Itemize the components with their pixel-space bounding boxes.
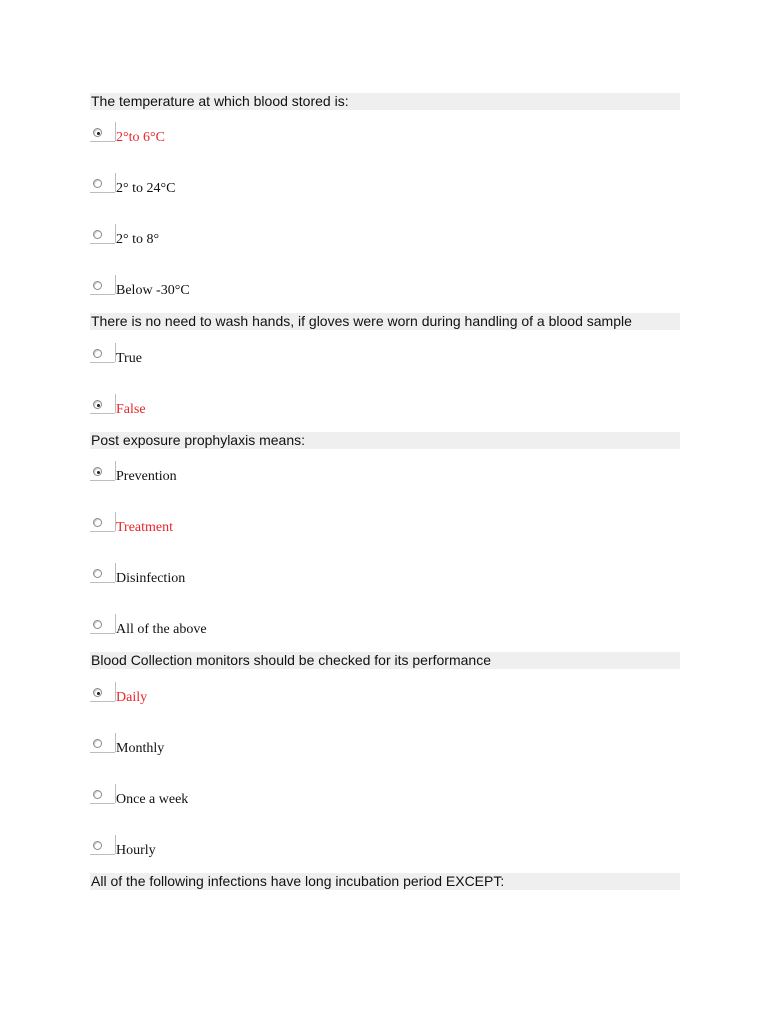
option-label: 2° to 8°: [116, 232, 160, 247]
question-text: All of the following infections have long incubation period EXCEPT:: [91, 873, 505, 889]
option-q2-a[interactable]: [90, 349, 490, 379]
radio-button[interactable]: [93, 569, 102, 578]
option-label: All of the above: [116, 622, 207, 637]
option-label: False: [116, 402, 146, 417]
divider: [90, 362, 115, 363]
question-4: [90, 652, 680, 669]
divider: [90, 854, 115, 855]
question-3: [90, 432, 680, 449]
option-label: Disinfection: [116, 571, 186, 586]
option-label: True: [116, 351, 142, 366]
option-label: 2°to 6°C: [116, 130, 165, 145]
option-q4-d[interactable]: [90, 841, 490, 871]
divider: [90, 141, 115, 142]
divider: [90, 582, 115, 583]
option-label: Below -30°C: [116, 283, 190, 298]
divider: [90, 803, 115, 804]
option-q3-a[interactable]: [90, 467, 490, 497]
radio-button[interactable]: [93, 179, 102, 188]
radio-selected-dot-icon: [97, 132, 100, 135]
question-2: [90, 313, 680, 330]
question-text: There is no need to wash hands, if gloves were worn during handling of a blood sample: [91, 313, 632, 329]
radio-button[interactable]: [93, 841, 102, 850]
radio-selected-dot-icon: [97, 692, 100, 695]
divider: [90, 192, 115, 193]
question-5: [90, 873, 680, 890]
option-label: Once a week: [116, 792, 189, 807]
radio-button[interactable]: [93, 467, 102, 476]
option-label: Daily: [116, 690, 148, 705]
question-1: [90, 93, 680, 110]
divider: [90, 480, 115, 481]
radio-button[interactable]: [93, 620, 102, 629]
radio-button[interactable]: [93, 739, 102, 748]
question-text: Blood Collection monitors should be checked for its performance: [91, 652, 491, 668]
option-label: Monthly: [116, 741, 165, 756]
radio-button[interactable]: [93, 281, 102, 290]
option-q3-b[interactable]: [90, 518, 490, 548]
divider: [90, 413, 115, 414]
option-q1-c[interactable]: [90, 230, 490, 260]
option-q4-c[interactable]: [90, 790, 490, 820]
divider: [90, 752, 115, 753]
radio-button[interactable]: [93, 790, 102, 799]
option-q2-b[interactable]: [90, 400, 490, 430]
option-q1-d[interactable]: [90, 281, 490, 311]
divider: [90, 531, 115, 532]
option-label: Treatment: [116, 520, 174, 535]
question-text: Post exposure prophylaxis means:: [91, 432, 305, 448]
question-text: The temperature at which blood stored is:: [91, 93, 349, 109]
radio-button[interactable]: [93, 518, 102, 527]
radio-button[interactable]: [93, 688, 102, 697]
divider: [90, 701, 115, 702]
option-q1-a[interactable]: [90, 128, 490, 158]
option-label: Hourly: [116, 843, 156, 858]
option-q4-a[interactable]: [90, 688, 490, 718]
divider: [90, 243, 115, 244]
option-q4-b[interactable]: [90, 739, 490, 769]
divider: [90, 633, 115, 634]
radio-button[interactable]: [93, 230, 102, 239]
option-q3-c[interactable]: [90, 569, 490, 599]
option-q1-b[interactable]: [90, 179, 490, 209]
option-label: Prevention: [116, 469, 177, 484]
radio-button[interactable]: [93, 400, 102, 409]
radio-selected-dot-icon: [97, 471, 100, 474]
radio-button[interactable]: [93, 128, 102, 137]
option-q3-d[interactable]: [90, 620, 490, 650]
option-label: 2° to 24°C: [116, 181, 176, 196]
radio-button[interactable]: [93, 349, 102, 358]
divider: [90, 294, 115, 295]
radio-selected-dot-icon: [97, 404, 100, 407]
